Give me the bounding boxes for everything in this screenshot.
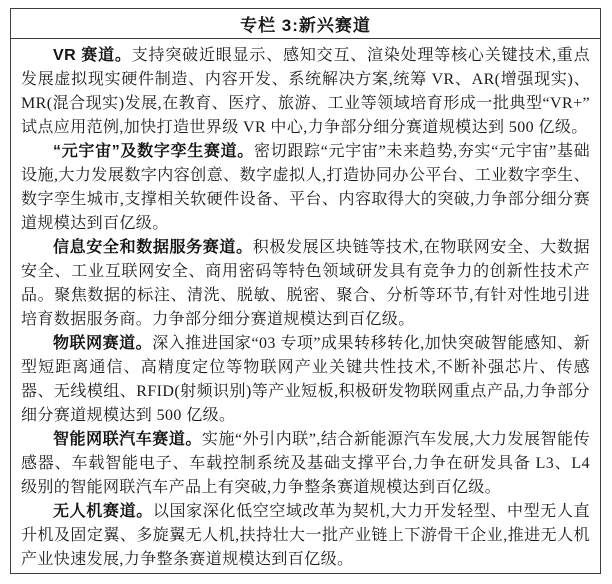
column-title-row bbox=[11, 9, 600, 39]
paragraph-lead: 无人机赛道。 bbox=[53, 503, 153, 520]
paragraph-vr bbox=[21, 44, 590, 140]
paragraph-text: 实施“外引内联”,结合新能源汽车发展,大力发展智能传感器、车载智能电子、车载控制系统及基础支撑平台,力争在研发具备 L3、L4 级别的智能网联汽车产品上有突破,力争整条赛道规模达到百亿级。 bbox=[21, 431, 590, 496]
paragraph-text: 密切跟踪“元宇宙”未来趋势,夯实“元宇宙”基础设施,大力发展数字内容创意、数字虚拟人,打造协同办公平台、工业数字孪生、数字孪生城市,支撑相关软硬件设备、平台、内容取得大的突破,力争部分细分赛道规模达到百亿级。 bbox=[21, 143, 590, 232]
paragraph-iot bbox=[21, 332, 590, 428]
paragraph-text: 支持突破近眼显示、感知交互、渲染处理等核心关键技术,重点发展虚拟现实硬件制造、内容开发、系统解决方案,统筹 VR、AR(增强现实)、MR(混合现实)发展,在教育、医疗、旅游、工业等领域培育形成一批典型“VR+”试点应用范例,加快打造世界级 VR 中心,力争部分细分赛道规模达到 500 亿级。 bbox=[21, 47, 590, 136]
paragraph-text: 以国家深化低空空域改革为契机,大力开发轻型、中型无人直升机及固定翼、多旋翼无人机,扶持壮大一批产业链上下游骨干企业,推进无人机产业快速发展,力争整条赛道规模达到百亿级。 bbox=[21, 503, 590, 568]
paragraph-lead: 信息安全和数据服务赛道。 bbox=[53, 239, 253, 256]
paragraph-icv bbox=[21, 428, 590, 500]
column-box bbox=[10, 8, 601, 574]
paragraph-text: 积极发展区块链等技术,在物联网安全、大数据安全、工业互联网安全、商用密码等特色领域研发具有竞争力的创新性技术产品。聚焦数据的标注、清洗、脱敏、脱密、聚合、分析等环节,有针对性地引进培育数据服务商。力争部分细分赛道规模达到百亿级。 bbox=[21, 239, 590, 328]
column-title: 专栏 3:新兴赛道 bbox=[240, 16, 371, 35]
paragraph-lead: VR 赛道。 bbox=[53, 47, 132, 64]
column-body bbox=[11, 39, 600, 572]
paragraph-text: 深入推进国家“03 专项”成果转移转化,加快突破智能感知、新型短距离通信、高精度定位等物联网产业关键共性技术,不断补强芯片、传感器、无线模组、RFID(射频识别)等产业短板,积极研发物联网重点产品,力争部分细分赛道规模达到 500 亿级。 bbox=[21, 335, 590, 424]
paragraph-metaverse bbox=[21, 140, 590, 236]
paragraph-lead: “元宇宙”及数字孪生赛道。 bbox=[53, 143, 254, 160]
paragraph-uav bbox=[21, 500, 590, 572]
paragraph-infosec-data bbox=[21, 236, 590, 332]
paragraph-lead: 智能网联汽车赛道。 bbox=[53, 431, 202, 448]
paragraph-lead: 物联网赛道。 bbox=[53, 335, 153, 352]
